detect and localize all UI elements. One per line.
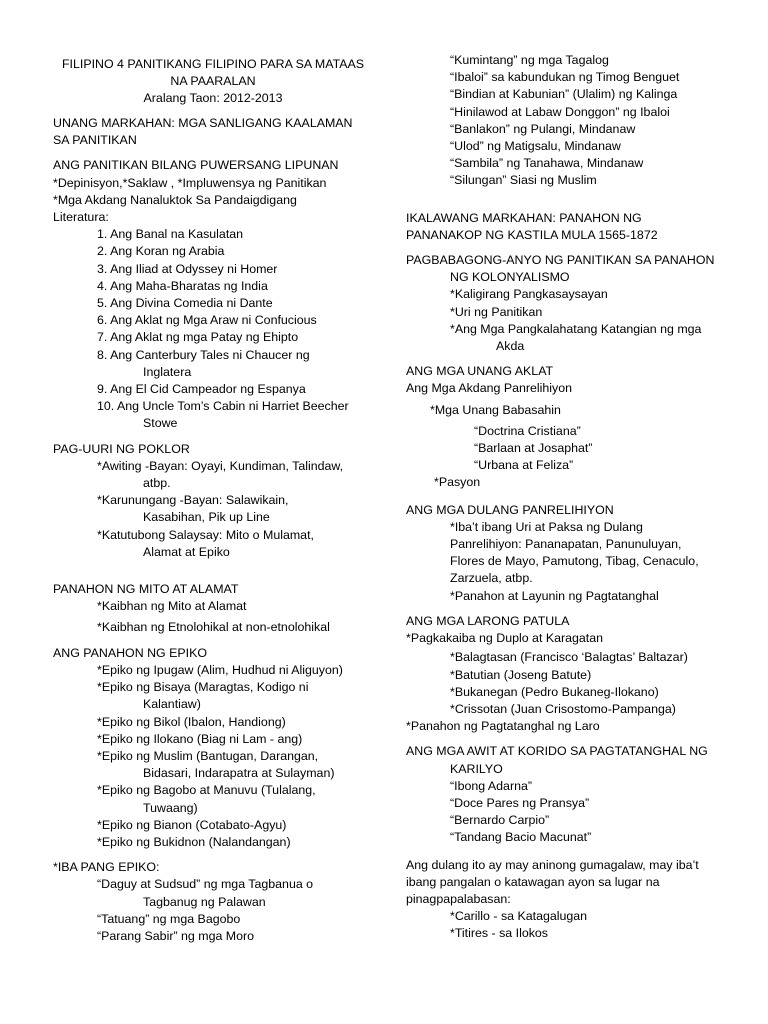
list-item: “Tandang Bacio Macunat” xyxy=(450,830,592,845)
list-item: 1. Ang Banal na Kasulatan xyxy=(97,227,244,242)
list-item: *Panahon at Layunin ng Pagtatanghal xyxy=(450,588,659,603)
list-item: *Epiko ng Muslim (Bantugan, Darangan, xyxy=(97,748,319,763)
list-item: “Parang Sabir” ng mga Moro xyxy=(97,928,255,943)
paragraph-dula-cont: ibang pangalan o katawagan ayon sa lugar na xyxy=(406,874,660,889)
list-item: 3. Ang Iliad at Odyssey ni Homer xyxy=(97,261,278,276)
doc-title-line-1: FILIPINO 4 PANITIKANG FILIPINO PARA SA MATAAS xyxy=(61,57,365,71)
list-item: *Pasyon xyxy=(434,475,481,490)
list-item: *Kaibhan ng Mito at Alamat xyxy=(97,599,247,614)
list-item: *Katutubong Salaysay: Mito o Mulamat, xyxy=(97,527,314,542)
list-item: “Banlakon” ng Pulangi, Mindanaw xyxy=(450,121,636,136)
list-item: *Carillo - sa Katagalugan xyxy=(450,909,588,924)
text-akda: *Mga Akdang Nanaluktok Sa Pandaigdigang xyxy=(53,192,297,207)
list-item-cont: Kalantiaw) xyxy=(143,697,201,712)
list-item-cont: Inglatera xyxy=(143,364,192,379)
list-item: 4. Ang Maha-Bharatas ng India xyxy=(97,278,268,293)
heading-panitikan-lipunan: ANG PANITIKAN BILANG PUWERSANG LIPUNAN xyxy=(53,158,339,173)
list-item: “Hinilawod at Labaw Donggon” ng Ibaloi xyxy=(450,104,670,119)
list-item-cont: Tuwaang) xyxy=(143,800,198,815)
list-item: *Epiko ng Ilokano (Biag ni Lam - ang) xyxy=(97,731,303,746)
heading-larong-patula: ANG MGA LARONG PATULA xyxy=(406,613,570,628)
list-item: *Mga Unang Babasahin xyxy=(430,402,561,417)
heading-epiko: ANG PANAHON NG EPIKO xyxy=(53,645,207,660)
list-item: *Panahon ng Pagtatanghal ng Laro xyxy=(406,719,600,734)
list-item-cont: Tagbanug ng Palawan xyxy=(143,894,266,909)
list-item: *Epiko ng Bukidnon (Nalandangan) xyxy=(97,834,291,849)
list-item: *Iba’t ibang Uri at Paksa ng Dulang xyxy=(450,519,643,534)
list-item: *Ang Mga Pangkalahatang Katangian ng mga xyxy=(450,321,702,336)
list-item: 6. Ang Aklat ng Mga Araw ni Confucious xyxy=(97,313,317,328)
list-item-cont: Flores de Mayo, Pamutong, Tibag, Cenaculo, xyxy=(450,554,699,569)
heading-pagbabagong-anyo-cont: NG KOLONYALISMO xyxy=(450,270,570,285)
list-item: *Batutian (Joseng Batute) xyxy=(450,667,592,682)
list-item: “Doce Pares ng Pransya” xyxy=(450,795,590,810)
section-unang-markahan: UNANG MARKAHAN: MGA SANLIGANG KAALAMAN xyxy=(53,116,353,130)
list-item: *Awiting -Bayan: Oyayi, Kundiman, Talindaw, xyxy=(97,458,344,473)
list-item-cont: Bidasari, Indarapatra at Sulayman) xyxy=(143,766,335,781)
list-item: 10. Ang Uncle Tom’s Cabin ni Harriet Beecher xyxy=(97,399,349,414)
list-item: *Crissotan (Juan Crisostomo-Pampanga) xyxy=(450,701,676,716)
paragraph-dula: Ang dulang ito ay may aninong gumagalaw, may iba’t xyxy=(406,857,699,872)
list-item: *Titires - sa Ilokos xyxy=(450,926,548,941)
list-item: 8. Ang Canterbury Tales ni Chaucer ng xyxy=(97,347,310,362)
list-item: “Barlaan at Josaphat” xyxy=(474,441,593,456)
list-item-cont: Alamat at Epiko xyxy=(143,544,230,559)
list-item: *Kaligirang Pangkasaysayan xyxy=(450,287,608,302)
list-item-cont: atbp. xyxy=(143,476,171,491)
list-item-cont: Akda xyxy=(496,339,525,354)
list-item: *Balagtasan (Francisco ‘Balagtas’ Baltazar) xyxy=(450,650,688,665)
right-column xyxy=(406,52,756,943)
list-item: 2. Ang Koran ng Arabia xyxy=(97,244,225,259)
list-item: “Kumintang” ng mga Tagalog xyxy=(450,53,609,67)
paragraph-dula-cont: pinagpapalabasan: xyxy=(406,891,511,906)
list-item: *Epiko ng Bisaya (Maragtas, Kodigo ni xyxy=(97,680,309,695)
list-item: “Bernardo Carpio” xyxy=(450,813,550,828)
list-item-cont: Kasabihan, Pik up Line xyxy=(143,510,270,525)
list-item: *Karunungang -Bayan: Salawikain, xyxy=(97,493,289,508)
list-item-cont: Panrelihiyon: Pananapatan, Panunuluyan, xyxy=(450,537,682,552)
list-item-cont: Zarzuela, atbp. xyxy=(450,571,533,586)
list-item: *Epiko ng Bianon (Cotabato-Agyu) xyxy=(97,817,287,832)
list-item: “Urbana at Feliza” xyxy=(474,458,574,473)
list-item: *Kaibhan ng Etnolohikal at non-etnolohikal xyxy=(97,620,330,635)
list-item: “Ibong Adarna” xyxy=(450,778,532,793)
section-unang-markahan-cont: SA PANITIKAN xyxy=(53,133,137,148)
heading-awit-korido-cont: KARILYO xyxy=(450,761,503,776)
list-item: *Epiko ng Ipugaw (Alim, Hudhud ni Aliguyon) xyxy=(97,662,343,677)
list-item: 5. Ang Divina Comedia ni Dante xyxy=(97,296,273,311)
section-ikalawang-markahan-cont: PANANAKOP NG KASTILA MULA 1565-1872 xyxy=(406,227,658,242)
heading-poklor: PAG-UURI NG POKLOR xyxy=(53,441,190,456)
text-depinisyon: *Depinisyon,*Saklaw , *Impluwensya ng Panitikan xyxy=(53,175,327,190)
section-ikalawang-markahan: IKALAWANG MARKAHAN: PANAHON NG xyxy=(406,210,642,225)
list-item: *Epiko ng Bagobo at Manuvu (Tulalang, xyxy=(97,783,316,798)
list-item: *Epiko ng Bikol (Ibalon, Handiong) xyxy=(97,714,286,729)
heading-mito-alamat: PANAHON NG MITO AT ALAMAT xyxy=(53,582,239,597)
heading-unang-aklat: ANG MGA UNANG AKLAT xyxy=(406,364,554,379)
list-item: *Pagkakaiba ng Duplo at Karagatan xyxy=(406,631,604,646)
heading-pagbabagong-anyo: PAGBABAGONG-ANYO NG PANITIKAN SA PANAHON xyxy=(406,253,715,268)
heading-iba-pang-epiko: *IBA PANG EPIKO: xyxy=(53,860,160,875)
list-item-cont: Stowe xyxy=(143,416,178,431)
list-item: “Tatuang” ng mga Bagobo xyxy=(97,911,241,926)
list-item: *Bukanegan (Pedro Bukaneg-Ilokano) xyxy=(450,684,659,699)
left-column xyxy=(53,56,373,945)
list-item: “Ibaloi” sa kabundukan ng Timog Benguet xyxy=(450,70,680,85)
text-akda-cont: Literatura: xyxy=(53,210,109,225)
list-item: 7. Ang Aklat ng mga Patay ng Ehipto xyxy=(97,330,299,345)
list-item: 9. Ang El Cid Campeador ng Espanya xyxy=(97,382,306,397)
doc-title-line-3: Aralang Taon: 2012-2013 xyxy=(143,91,283,105)
heading-awit-korido: ANG MGA AWIT AT KORIDO SA PAGTATANGHAL NG xyxy=(406,744,708,759)
list-item: “Daguy at Sudsud” ng mga Tagbanua o xyxy=(97,877,314,892)
list-item: *Uri ng Panitikan xyxy=(450,304,543,319)
list-item: “Sambila” ng Tanahawa, Mindanaw xyxy=(450,156,644,171)
list-item: “Doctrina Cristiana” xyxy=(474,423,581,438)
list-item: “Ulod” ng Matigsalu, Mindanaw xyxy=(450,139,621,154)
list-item: “Bindian at Kabunian” (Ulalim) ng Kalinga xyxy=(450,87,678,102)
heading-dulang-panrelihiyon: ANG MGA DULANG PANRELIHIYON xyxy=(406,502,614,517)
subheading-panrelihiyon: Ang Mga Akdang Panrelihiyon xyxy=(406,381,573,396)
list-item: “Silungan” Siasi ng Muslim xyxy=(450,173,597,188)
doc-title-line-2: NA PAARALAN xyxy=(170,74,256,88)
